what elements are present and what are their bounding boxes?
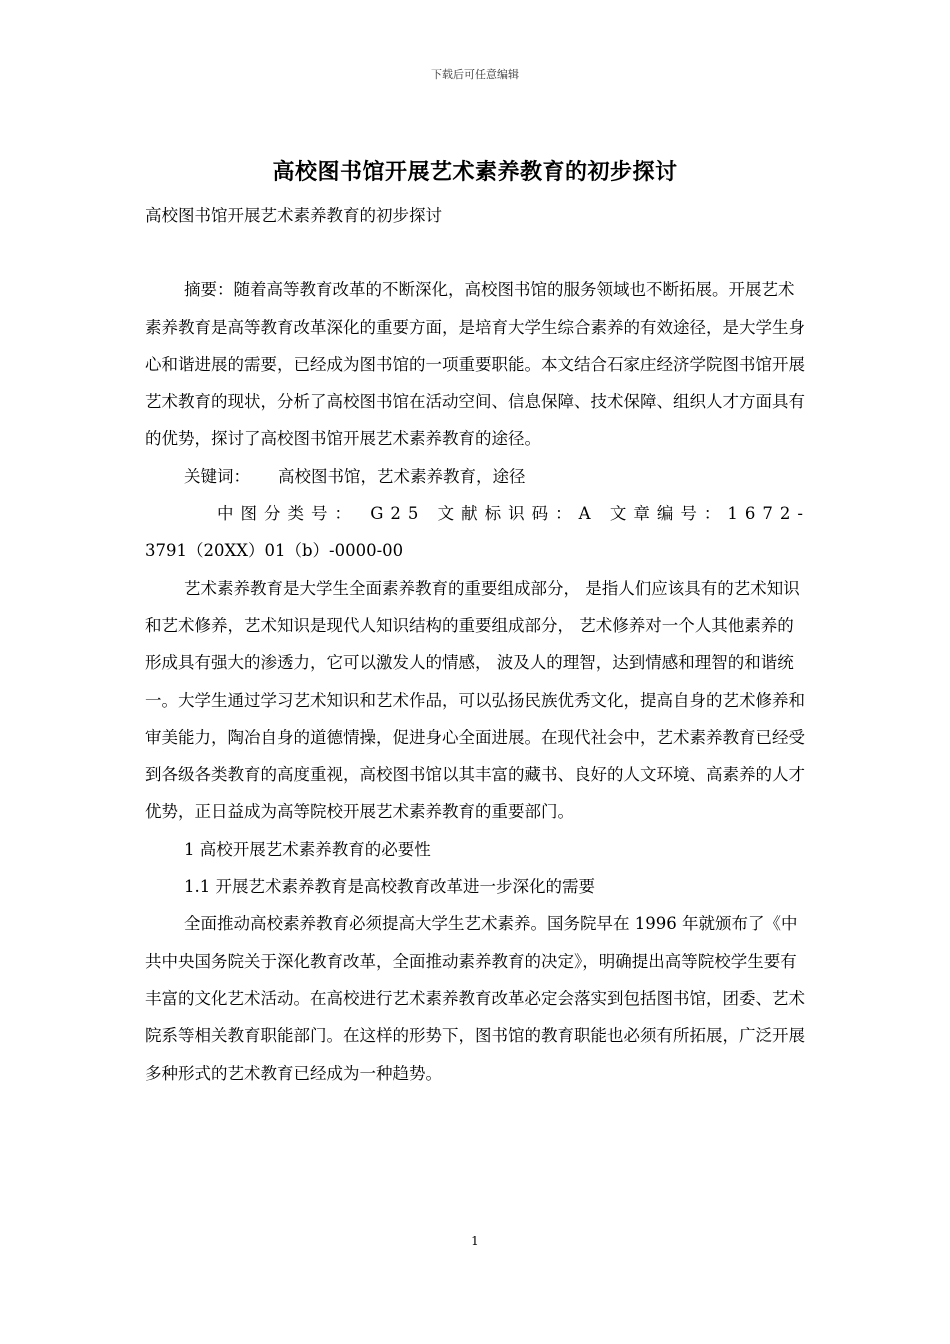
section-1-1-paragraph: 全面推动高校素养教育必须提高大学生艺术素养。国务院早在 1996 年就颁布了《中共中央国务院关于深化教育改革，全面推动素养教育的决定》，明确提出高等院校学生要有丰富的文化艺术活动。在高校进行艺术素养教育改革必定会落实到包括图书馆，团委、艺术院系等相关教育职能部门。在这样的形势下，图书馆的教育职能也必须有所拓展，广泛开展多种形式的艺术教育已经成为一种趋势。 [145,914,805,1083]
page-header [0,66,950,82]
keywords-line [145,458,810,495]
classification-line: 中图分类号： G25 文献标识码：A 文章编号：1672- [217,504,810,524]
document-title: 高校图书馆开展艺术素养教育的初步探讨 [272,159,678,185]
document-body [145,197,810,1092]
document-subtitle: 高校图书馆开展艺术素养教育的初步探讨 [145,206,442,225]
keywords-value: 高校图书馆，艺术素养教育，途径 [278,466,526,486]
classification-article-number: 3791（20XX）01（b）-0000-00 [145,541,404,561]
abstract-paragraph: 摘要：随着高等教育改革的不断深化，高校图书馆的服务领域也不断拓展。开展艺术素养教育是高等教育改革深化的重要方面，是培育大学生综合素养的有效途径，是大学生身心和谐进展的需要，已经成为图书馆的一项重要职能。本文结合石家庄经济学院图书馆开展艺术教育的现状，分析了高校图书馆在活动空间、信息保障、技术保障、组织人才方面具有的优势，探讨了高校图书馆开展艺术素养教育的途径。 [145,280,805,449]
header-note: 下载后可任意编辑 [431,68,519,81]
section-heading-1-1: 1.1 开展艺术素养教育是高校教育改革进一步深化的需要 [184,877,595,897]
keywords-label: 关键词： [184,466,250,486]
intro-paragraph: 艺术素养教育是大学生全面素养教育的重要组成部分， 是指人们应该具有的艺术知识和艺术修养，艺术知识是现代人知识结构的重要组成部分， 艺术修养对一个人其他素养的形成具有强大的渗透力，它可以激发人的情感， 波及人的理智，达到情感和理智的和谐统一。大学生通过学习艺术知识和艺术作品，可以弘扬民族优秀文化，提高自身的艺术修养和审美能力，陶冶自身的道德情操，促进身心全面进展。在现代社会中，艺术素养教育已经受到各级各类教育的高度重视，高校图书馆以其丰富的藏书、良好的人文环境、高素养的人才优势，正日益成为高等院校开展艺术素养教育的重要部门。 [145,578,805,822]
page-number: 1 [471,1234,479,1248]
page-footer [0,1234,950,1248]
section-heading-1: 1 高校开展艺术素养教育的必要性 [184,839,431,859]
blank-line [145,234,810,271]
